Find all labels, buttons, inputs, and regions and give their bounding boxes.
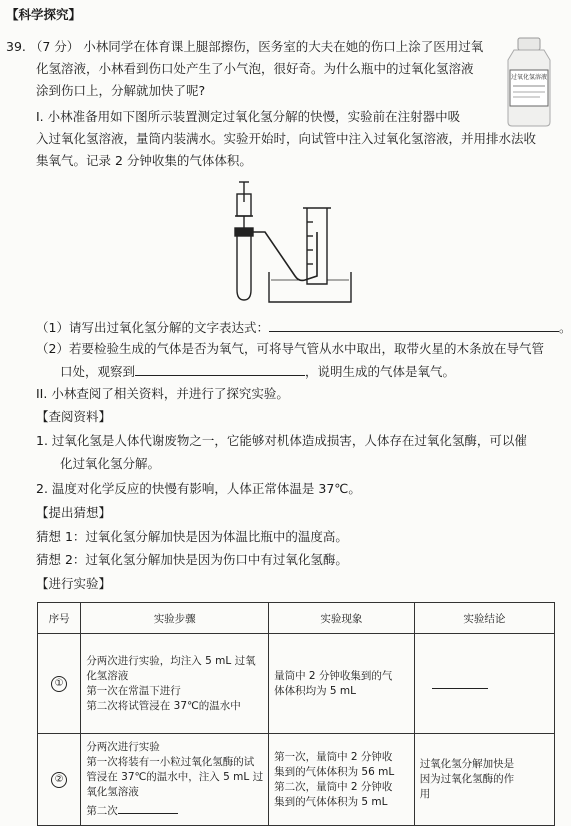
header-number: 序号 [38,603,81,634]
table-row [38,734,555,826]
answer-blank-2[interactable] [135,362,305,376]
hypothesis-1: 猜想 1：过氧化氢分解加快是因为体温比瓶中的温度高。 [36,529,348,544]
row-2-step-blank[interactable] [118,800,178,814]
water-trough [269,272,351,302]
row-2-conclusion-line: 过氧化氢分解加快是 [419,758,515,770]
row-1-step-line: 第二次将试管浸在 37℃的温水中 [86,699,241,712]
sub-question-2-line-2 [60,362,455,381]
question-points: （7 分） [29,39,80,54]
experiment-title: 【进行实验】 [36,576,112,591]
sub-question-2-text-a: 口处，观察到 [60,364,136,379]
row-1-phenomenon [269,634,415,734]
row-2-phenomenon-line: 集到的气体体积为 56 mL [274,765,395,778]
header-phenomenon: 实验现象 [269,603,415,634]
row-2-step-line: 氧化氢溶液 [86,786,139,798]
header-conclusion: 实验结论 [414,603,554,634]
section-title: 【科学探究】 [6,7,82,22]
part2-line: II. 小林查阅了相关资料，并进行了探究实验。 [36,386,289,401]
experiment-table [37,602,555,826]
table-row [38,634,555,734]
reference-title: 【查阅资料】 [36,409,112,424]
answer-blank-1[interactable] [269,318,559,332]
hypothesis-title: 【提出猜想】 [36,505,112,520]
question-number: 39. [6,39,26,54]
row-2-conclusion [414,734,554,826]
intro-line-1: 小林同学在体育课上腿部擦伤，医务室的大夫在她的伤口上涂了医用过氧 [83,39,484,54]
sub-question-1 [36,318,571,337]
row-2-phenomenon-line: 集到的气体体积为 5 mL [274,795,388,808]
apparatus-diagram [225,180,365,308]
row-2-phenomenon [269,734,415,826]
row-2-number: ② [38,734,81,826]
hypothesis-2: 猜想 2：过氧化氢分解加快是因为伤口中有过氧化氢酶。 [36,552,348,567]
row-2-steps [81,734,269,826]
sub-question-2-line-1: （2）若要检验生成的气体是否为氧气，可将导气管从水中取出，取带火星的木条放在导气管 [36,341,544,356]
part1-line-1: I. 小林准备用如下图所示装置测定过氧化氢分解的快慢，实验前在注射器中吸 [36,109,461,124]
part1-line-2: 入过氧化氢溶液，量筒内装满水。实验开始时，向试管中注入过氧化氢溶液，并用排水法收 [36,131,537,146]
row-2-conclusion-line: 用 [419,788,431,800]
part1-line-3: 集氧气。记录 2 分钟收集的气体体积。 [36,153,252,168]
bottle-label: 过氧化氢溶液 [511,74,548,81]
reference-item-1-line-2: 化过氧化氢分解。 [60,456,161,471]
row-2-step-line: 分两次进行实验 [86,741,160,753]
intro-line-3: 涂到伤口上，分解就加快了呢? [36,83,206,98]
row-2-step-line: 管浸在 37℃的温水中，注入 5 mL 过 [86,771,264,783]
row-1-conclusion-blank[interactable] [432,675,488,689]
test-tube [237,236,251,300]
sub-question-1-end: 。 [558,320,571,335]
sub-question-1-text: （1）请写出过氧化氢分解的文字表达式： [36,320,269,335]
row-1-number: ① [38,634,81,734]
row-1-conclusion [414,634,554,734]
row-2-conclusion-line: 因为过氧化氢酶的作 [419,773,515,785]
reference-item-2: 2. 温度对化学反应的快慢有影响，人体正常体温是 37℃。 [36,481,361,496]
row-1-step-line: 化氢溶液 [86,669,129,682]
sub-question-2-text-b: ，说明生成的气体是氧气。 [305,364,456,379]
row-1-steps [81,634,269,734]
header-steps: 实验步骤 [81,603,269,634]
hydrogen-peroxide-bottle-image [500,36,558,128]
row-2-phenomenon-line: 第一次，量筒中 2 分钟收 [274,750,393,763]
table-header-row [38,603,555,634]
row-1-step-line: 第一次在常温下进行 [86,684,181,697]
intro-line-2: 化氢溶液，小林看到伤口处产生了小气泡，很好奇。为什么瓶中的过氧化氢溶液 [36,61,474,76]
row-1-phenomenon-line: 体体积均为 5 mL [274,684,357,697]
row-1-step-line: 分两次进行实验，均注入 5 mL 过氧 [86,654,256,667]
row-2-phenomenon-line: 第二次，量筒中 2 分钟收 [274,780,393,793]
reference-item-1-line-1: 1. 过氧化氢是人体代谢废物之一，它能够对机体造成损害，人体存在过氧化氢酶，可以催 [36,433,527,448]
question-header [6,38,483,56]
row-1-phenomenon-line: 量筒中 2 分钟收集到的气 [274,669,393,682]
row-2-step-last-line: 第二次 [86,800,263,819]
row-2-step-line: 第一次将装有一小粒过氧化氢酶的试 [86,756,255,768]
